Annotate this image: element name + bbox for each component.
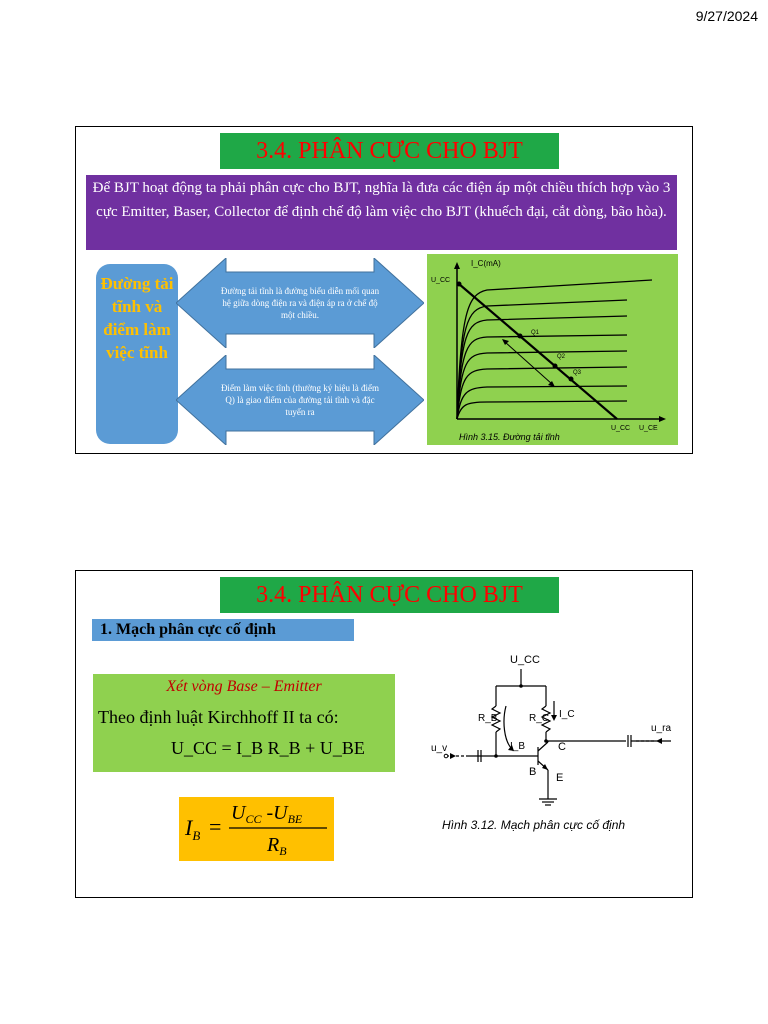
ura-label: u_ra bbox=[651, 723, 672, 734]
q1-label: Q1 bbox=[531, 330, 540, 336]
q3-label: Q3 bbox=[573, 370, 582, 376]
kirchhoff-box bbox=[93, 674, 395, 772]
intro-text: Để BJT hoạt động ta phải phân cực cho BJT, nghĩa là đưa các điện áp một chiều thích hợp vào 3 cực Emitter, Baser, Collector để định chế độ làm việc cho BJT (khuếch đại, cắt dòng, bão hòa). bbox=[86, 175, 677, 250]
topic-label: Đường tải tĩnh và điểm làm việc tĩnh bbox=[96, 264, 178, 444]
rb-label: R_B bbox=[478, 713, 498, 724]
ucc-y-label: U_CC bbox=[431, 277, 451, 284]
slide-title: 3.4. PHÂN CỰC CHO BJT bbox=[220, 133, 559, 169]
e-label: E bbox=[556, 772, 564, 784]
load-line-definition-arrow bbox=[176, 258, 424, 348]
slide-date: 9/27/2024 bbox=[695, 8, 758, 24]
y-axis-label: I_C(mA) bbox=[471, 259, 501, 268]
slide-title: 3.4. PHÂN CỰC CHO BJT bbox=[220, 577, 559, 613]
q2-label: Q2 bbox=[557, 354, 566, 360]
q-point-definition-text: Điểm làm việc tĩnh (thường ký hiệu là điểm Q) là giao điểm của đường tải tĩnh và đặc tuyến ra bbox=[220, 383, 380, 417]
svg-text:=: = bbox=[209, 814, 222, 839]
slide-fixed-bias bbox=[75, 570, 693, 898]
svg-text:RB: $R_B$ bbox=[267, 834, 287, 858]
q-point-definition-arrow bbox=[176, 355, 424, 445]
c-label: C bbox=[558, 741, 566, 753]
b-label: B bbox=[529, 766, 537, 778]
loop-equation bbox=[171, 738, 365, 759]
circuit-diagram bbox=[426, 651, 681, 835]
loop-label: Xét vòng Base – Emitter bbox=[166, 678, 322, 695]
output-characteristic-plot bbox=[427, 254, 678, 445]
law-text: Theo định luật Kirchhoff II ta có: bbox=[98, 707, 339, 727]
equation-text: U_CC = I_B R_B + U_BE bbox=[171, 738, 365, 758]
svg-text:IB: $I_B$ bbox=[185, 815, 201, 843]
ic-label: I_C bbox=[559, 709, 575, 720]
ucc-x-label: U_CC bbox=[611, 425, 631, 432]
section-heading: 1. Mạch phân cực cố định bbox=[92, 619, 354, 641]
slide-load-line bbox=[75, 126, 693, 454]
fixed-bias-circuit bbox=[426, 651, 681, 835]
ib-label: I_B bbox=[510, 741, 526, 752]
x-axis-label: U_CE bbox=[639, 425, 658, 432]
load-line-definition-text: Đường tải tĩnh là đường biểu diễn mối quan hệ giữa dòng điện ra và điện áp ra ở chế độ một chiều. bbox=[220, 286, 380, 320]
formula-graphic bbox=[179, 797, 334, 861]
svg-text:UCC -UBE: $U_{CC}$ $-U_{BE}$ bbox=[231, 802, 303, 826]
circuit-caption: Hình 3.12. Mạch phân cực cố định bbox=[442, 818, 626, 832]
rc-label: R_C bbox=[529, 713, 550, 724]
ucc-label: U_CC bbox=[510, 654, 540, 666]
base-current-formula bbox=[179, 797, 334, 861]
figure-caption: Hình 3.15. Đường tải tĩnh bbox=[459, 432, 560, 442]
uv-label: u_v bbox=[431, 743, 448, 754]
load-line-figure bbox=[427, 254, 678, 445]
